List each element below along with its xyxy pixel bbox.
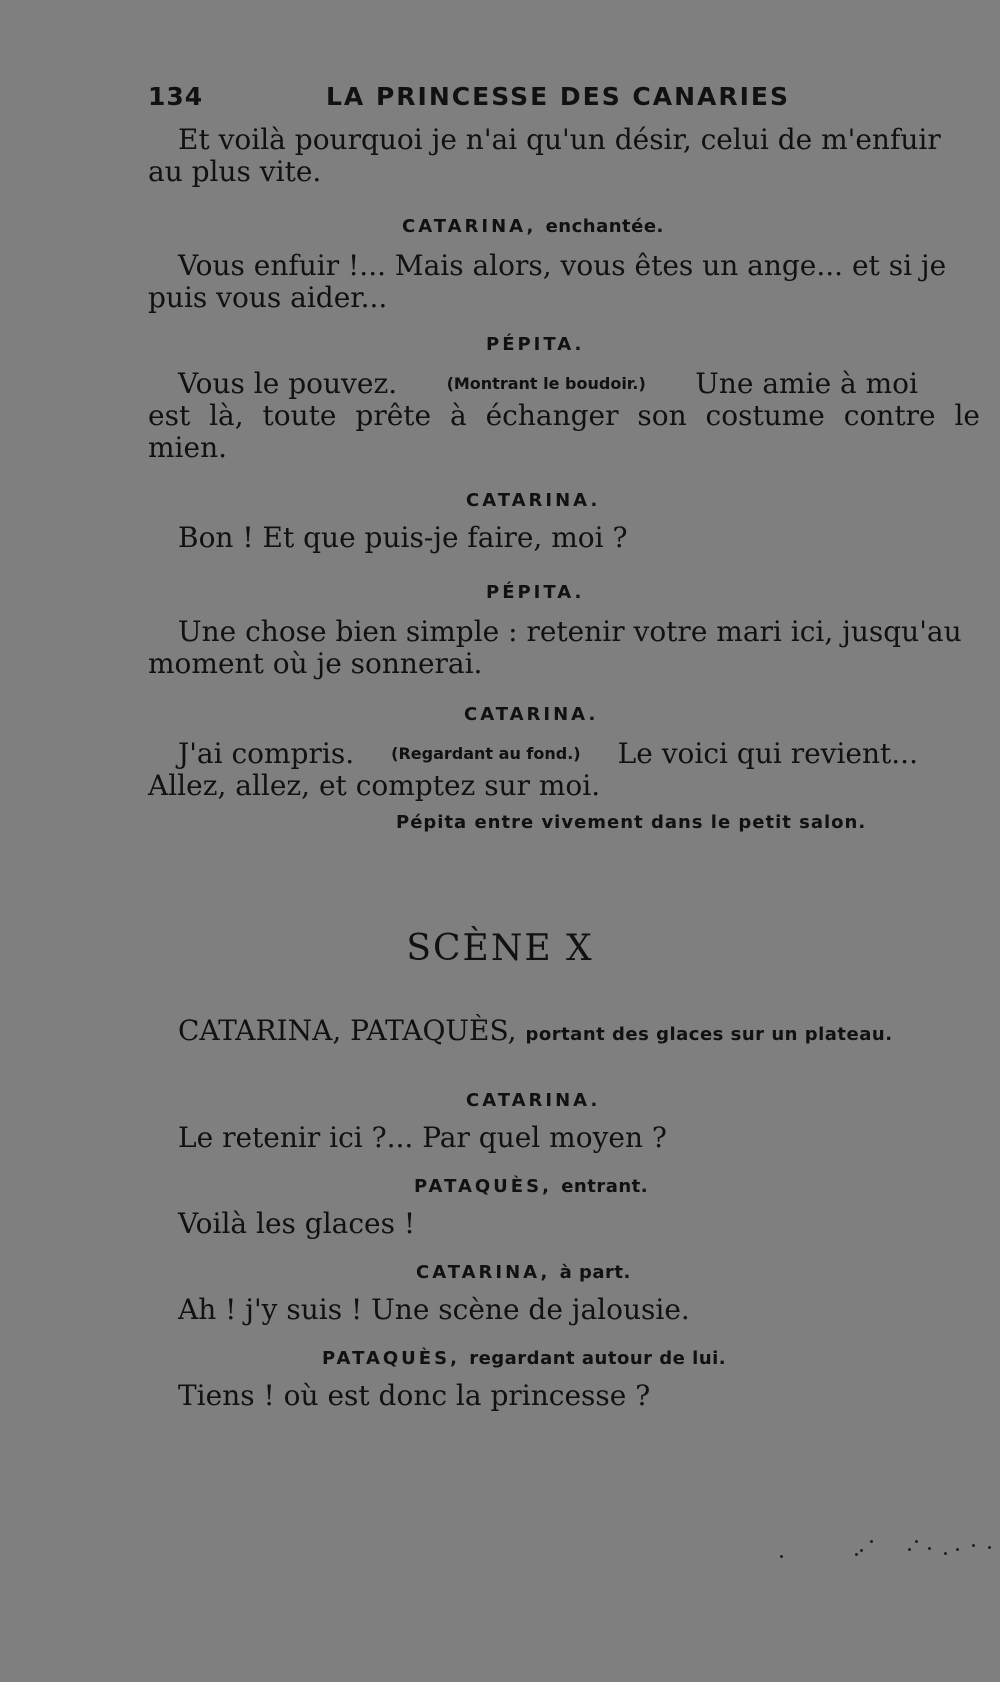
speaker-label <box>402 216 664 237</box>
speaker-label <box>466 1090 600 1111</box>
text-line <box>148 399 980 432</box>
stage-direction: enchantée. <box>545 216 664 237</box>
text-line: Ah ! j'y suis ! Une scène de jalousie. <box>178 1293 690 1326</box>
scan-speck <box>915 1540 918 1543</box>
scan-speck <box>855 1553 858 1556</box>
scan-speck <box>870 1540 873 1543</box>
text-line: Vous enfuir !... Mais alors, vous êtes un ange... et si je <box>178 249 947 282</box>
speaker-name: CATARINA. <box>466 1090 601 1111</box>
speaker-name: CATARINA, <box>402 216 537 237</box>
text-line <box>178 368 918 400</box>
text-segment: J'ai compris. <box>178 737 355 770</box>
scan-speck <box>860 1549 863 1552</box>
speaker-label <box>486 334 584 355</box>
text-segment: est là, toute prête à échanger son costume contre le <box>148 399 980 432</box>
scene-title: SCÈNE X <box>406 928 594 969</box>
text-segment: Une amie à moi <box>695 367 918 400</box>
scene-cast <box>178 1014 893 1047</box>
text-segment: Vous le pouvez. <box>178 367 398 400</box>
stage-direction: entrant. <box>561 1176 649 1197</box>
text-line: Une chose bien simple : retenir votre mari ici, jusqu'au <box>178 615 962 648</box>
scan-speck <box>908 1548 911 1551</box>
scan-speck <box>972 1544 975 1547</box>
speaker-name: PATAQUÈS, <box>414 1176 552 1197</box>
stage-direction: regardant autour de lui. <box>469 1348 727 1369</box>
speaker-label <box>416 1262 631 1283</box>
speaker-name: PÉPITA. <box>486 334 585 355</box>
text-segment: Le voici qui revient... <box>617 737 918 770</box>
stage-direction: à part. <box>559 1262 631 1283</box>
text-line: au plus vite. <box>148 155 322 188</box>
speaker-name: PÉPITA. <box>486 582 585 603</box>
stage-direction: Pépita entre vivement dans le petit salon. <box>396 812 867 833</box>
speaker-name: CATARINA. <box>464 704 599 725</box>
stage-direction: (Regardant au fond.) <box>391 744 581 763</box>
scan-speck <box>956 1548 959 1551</box>
speaker-label <box>322 1348 726 1369</box>
speaker-label <box>466 490 600 511</box>
scan-speck <box>944 1552 947 1555</box>
speaker-label <box>414 1176 648 1197</box>
text-line: Voilà les glaces ! <box>178 1207 416 1240</box>
speaker-name: PATAQUÈS, <box>322 1348 460 1369</box>
text-line: Le retenir ici ?... Par quel moyen ? <box>178 1121 667 1154</box>
text-line: moment où je sonnerai. <box>148 647 483 680</box>
running-title: LA PRINCESSE DES CANARIES <box>326 82 791 111</box>
speaker-label <box>486 582 584 603</box>
speaker-name: CATARINA. <box>466 490 601 511</box>
text-line: Allez, allez, et comptez sur moi. <box>148 769 601 802</box>
stage-direction: portant des glaces sur un plateau. <box>525 1024 893 1045</box>
cast-names: CATARINA, PATAQUÈS, <box>178 1014 517 1047</box>
text-line: puis vous aider... <box>148 281 388 314</box>
scan-speck <box>928 1547 931 1550</box>
text-line: Et voilà pourquoi je n'ai qu'un désir, celui de m'enfuir <box>178 123 941 156</box>
scan-speck <box>988 1546 991 1549</box>
text-line: Tiens ! où est donc la princesse ? <box>178 1379 651 1412</box>
text-line <box>178 738 918 770</box>
text-line: Bon ! Et que puis-je faire, moi ? <box>178 521 628 554</box>
page-number: 134 <box>148 82 204 111</box>
scan-speck <box>780 1555 783 1558</box>
text-line: mien. <box>148 431 228 464</box>
stage-direction: (Montrant le boudoir.) <box>446 374 646 393</box>
speaker-label <box>464 704 598 725</box>
speaker-name: CATARINA, <box>416 1262 551 1283</box>
